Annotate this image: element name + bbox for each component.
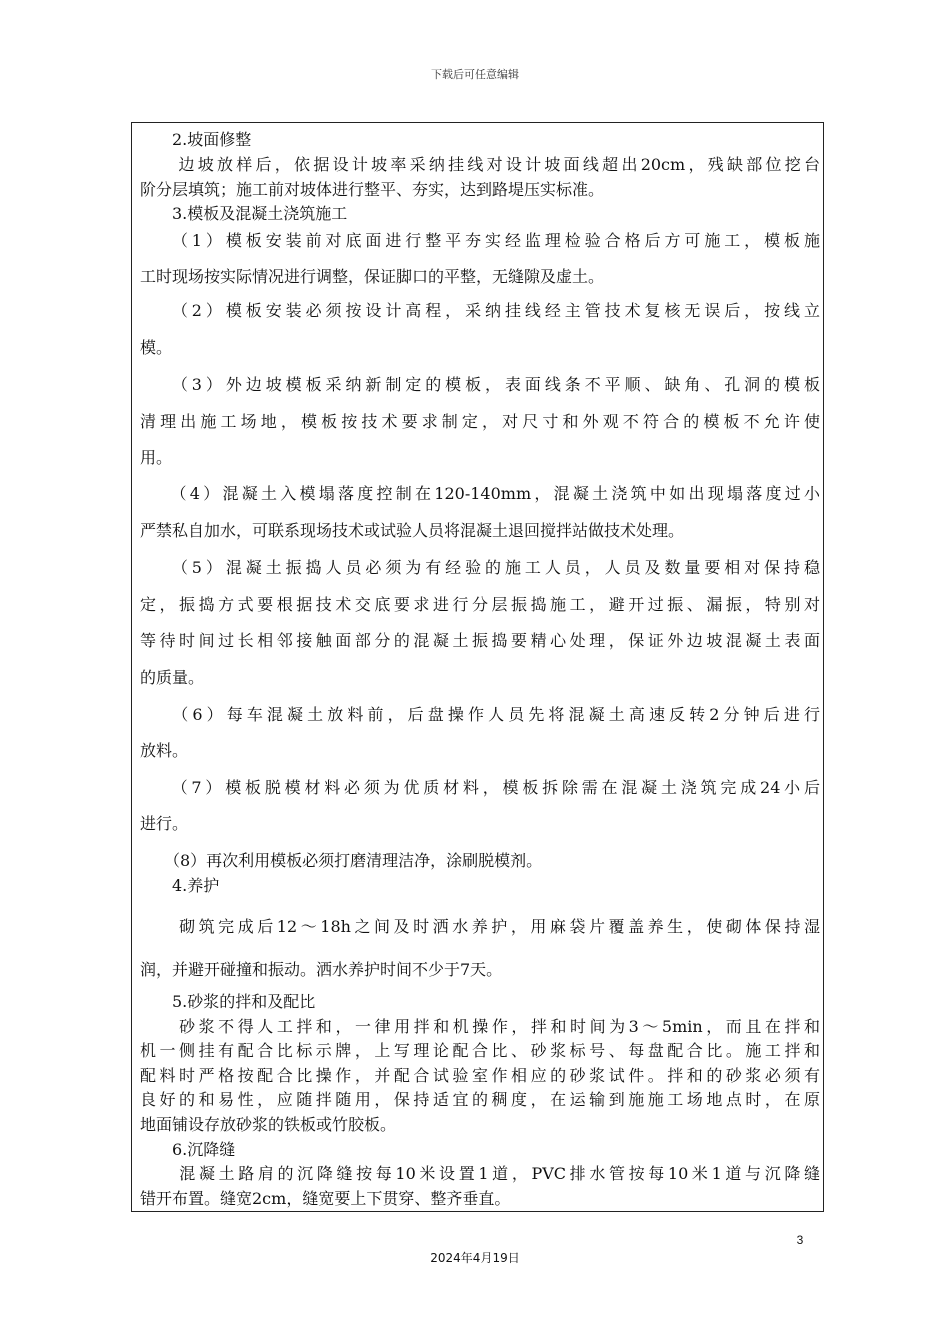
text-line: 地面铺设存放砂浆的铁板或竹胶板。: [140, 1115, 397, 1134]
text-line: 进行。: [140, 814, 189, 833]
text-line: （3）外边坡模板采纳新制定的模板，表面线条不平顺、缺角、孔洞的模板: [140, 375, 820, 394]
text-line: 4.养护: [140, 876, 220, 895]
text-line: （5）混凝土振捣人员必须为有经验的施工人员，人员及数量要相对保持稳: [140, 558, 820, 577]
text-line: （8）再次利用模板必须打磨清理洁净，涂刷脱模剂。: [140, 851, 543, 870]
footer-date: 2024年4月19日: [430, 1251, 520, 1265]
text-line: 混凝土路肩的沉降缝按每10米设置1道，PVC排水管按每10米1道与沉降缝: [140, 1164, 820, 1183]
text-line: （6）每车混凝土放料前，后盘操作人员先将混凝土高速反转2分钟后进行: [140, 705, 820, 724]
text-line: 砌筑完成后12～18h之间及时洒水养护，用麻袋片覆盖养生，使砌体保持湿: [140, 917, 820, 936]
text-line: 等待时间过长相邻接触面部分的混凝土振捣要精心处理，保证外边坡混凝土表面: [140, 631, 820, 650]
text-line: 润，并避开碰撞和振动。洒水养护时间不少于7天。: [140, 960, 503, 979]
text-line: 砂浆不得人工拌和，一律用拌和机操作，拌和时间为3～5min，而且在拌和: [140, 1017, 820, 1036]
page-header: 下载后可任意编辑: [431, 68, 519, 81]
text-line: 严禁私自加水，可联系现场技术或试验人员将混凝土退回搅拌站做技术处理。: [140, 521, 685, 540]
text-line: 2.坡面修整: [140, 130, 252, 149]
text-line: 良好的和易性，应随拌随用，保持适宜的稠度，在运输到施施工场地点时，在原: [140, 1090, 820, 1109]
text-line: 清理出施工场地，模板按技术要求制定，对尺寸和外观不符合的模板不允许使: [140, 412, 820, 431]
text-line: 模。: [140, 338, 173, 357]
text-line: 的质量。: [140, 668, 205, 687]
text-line: （4）混凝土入模塌落度控制在120-140mm，混凝土浇筑中如出现塌落度过小: [140, 484, 820, 503]
text-line: 定，振捣方式要根据技术交底要求进行分层振捣施工，避开过振、漏振，特别对: [140, 595, 820, 614]
text-line: 3.模板及混凝土浇筑施工: [140, 204, 348, 223]
text-line: 放料。: [140, 741, 189, 760]
text-line: 5.砂浆的拌和及配比: [140, 992, 316, 1011]
text-line: 配料时严格按配合比操作，并配合试验室作相应的砂浆试件。拌和的砂浆必须有: [140, 1066, 820, 1085]
text-line: （1）模板安装前对底面进行整平夯实经监理检验合格后方可施工，模板施: [140, 231, 820, 250]
text-line: 错开布置。缝宽2cm，缝宽要上下贯穿、整齐垂直。: [140, 1189, 511, 1208]
text-line: （2）模板安装必须按设计高程，采纳挂线经主管技术复核无误后，按线立: [140, 301, 820, 320]
text-line: （7）模板脱模材料必须为优质材料，模板拆除需在混凝土浇筑完成24小后: [140, 778, 820, 797]
text-line: 工时现场按实际情况进行调整，保证脚口的平整，无缝隙及虚土。: [140, 267, 605, 286]
text-line: 机一侧挂有配合比标示牌，上写理论配合比、砂浆标号、每盘配合比。施工拌和: [140, 1041, 820, 1060]
text-line: 阶分层填筑；施工前对坡体进行整平、夯实，达到路堤压实标准。: [140, 180, 605, 199]
text-line: 6.沉降缝: [140, 1140, 236, 1159]
page-number: 3: [796, 1233, 804, 1247]
text-line: 用。: [140, 448, 173, 467]
text-line: 边坡放样后，依据设计坡率采纳挂线对设计坡面线超出20cm，残缺部位挖台: [140, 155, 820, 174]
